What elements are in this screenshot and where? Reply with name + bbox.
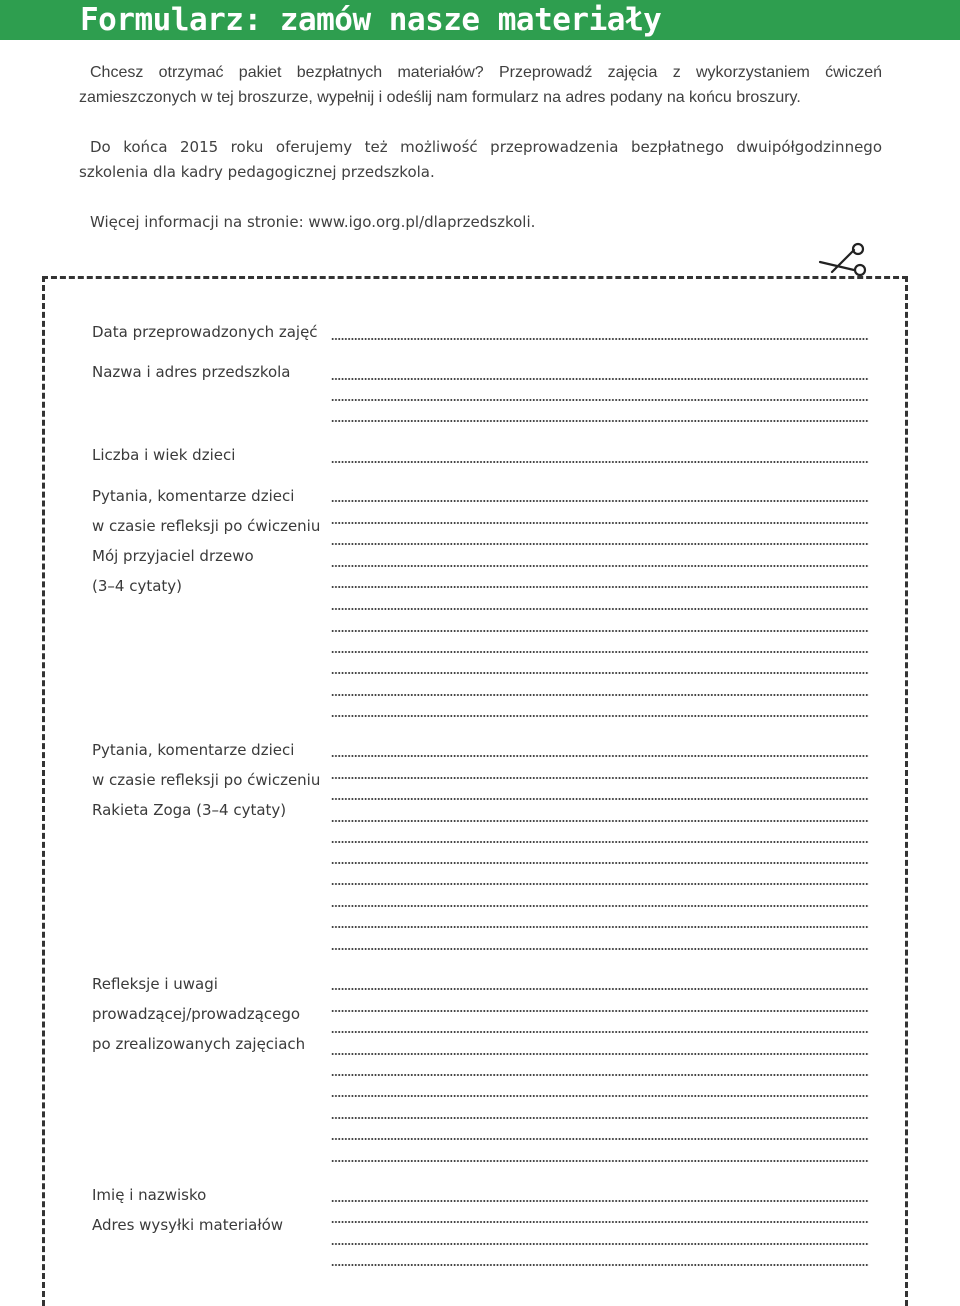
answer-line-teacher-reflections[interactable] — [331, 1160, 869, 1162]
field-label-quotes-rocket: Pytania, komentarze dzieci — [92, 741, 295, 759]
answer-line-quotes-tree[interactable] — [331, 543, 869, 545]
answer-line-children-count-age[interactable] — [331, 461, 869, 463]
answer-line-quotes-rocket[interactable] — [331, 883, 869, 885]
answer-line-quotes-rocket[interactable] — [331, 820, 869, 822]
answer-line-kindergarten-name-address[interactable] — [331, 378, 869, 380]
answer-line-quotes-rocket[interactable] — [331, 798, 869, 800]
answer-line-quotes-tree[interactable] — [331, 715, 869, 717]
answer-line-teacher-reflections[interactable] — [331, 988, 869, 990]
scissors-icon — [818, 240, 868, 280]
field-label-teacher-reflections: prowadzącej/prowadzącego — [92, 1005, 301, 1023]
intro-text-3: Więcej informacji na stronie: www.igo.org.pl/dlaprzedszkoli. — [90, 213, 536, 231]
answer-line-quotes-tree[interactable] — [331, 672, 869, 674]
page-title: Formularz: zamów nasze materiały — [80, 2, 662, 38]
field-label-name-address: Imię i nazwisko — [92, 1186, 207, 1204]
answer-line-name-address[interactable] — [331, 1264, 869, 1266]
answer-line-name-address[interactable] — [331, 1221, 869, 1223]
field-label-quotes-tree: Mój przyjaciel drzewo — [92, 547, 254, 565]
field-label-quotes-rocket: w czasie refleksji po ćwiczeniu — [92, 771, 321, 789]
answer-line-quotes-tree[interactable] — [331, 565, 869, 567]
field-label-quotes-rocket: Rakieta Zoga (3–4 cytaty) — [92, 801, 287, 819]
field-label-children-count-age: Liczba i wiek dzieci — [92, 446, 236, 464]
answer-line-teacher-reflections[interactable] — [331, 1095, 869, 1097]
answer-line-quotes-rocket[interactable] — [331, 948, 869, 950]
answer-line-quotes-rocket[interactable] — [331, 926, 869, 928]
answer-line-date[interactable] — [331, 338, 869, 340]
field-label-quotes-tree: w czasie refleksji po ćwiczeniu — [92, 517, 321, 535]
answer-line-quotes-tree[interactable] — [331, 586, 869, 588]
intro-paragraph-training — [79, 135, 882, 185]
answer-line-quotes-rocket[interactable] — [331, 862, 869, 864]
field-label-teacher-reflections: Refleksje i uwagi — [92, 975, 218, 993]
answer-line-quotes-rocket[interactable] — [331, 755, 869, 757]
answer-line-teacher-reflections[interactable] — [331, 1117, 869, 1119]
intro-text-2: Do końca 2015 roku oferujemy też możliwość przeprowadzenia bezpłatnego dwuipółgodzinnego szkolenia dla kadry pedagogicznej przedszkola. — [79, 138, 882, 181]
answer-line-name-address[interactable] — [331, 1243, 869, 1245]
answer-line-teacher-reflections[interactable] — [331, 1138, 869, 1140]
answer-line-quotes-tree[interactable] — [331, 630, 869, 632]
answer-line-quotes-tree[interactable] — [331, 694, 869, 696]
answer-line-name-address[interactable] — [331, 1200, 869, 1202]
answer-line-quotes-rocket[interactable] — [331, 777, 869, 779]
answer-line-teacher-reflections[interactable] — [331, 1074, 869, 1076]
field-label-date: Data przeprowadzonych zajęć — [92, 323, 318, 341]
answer-line-quotes-tree[interactable] — [331, 608, 869, 610]
intro-paragraph-info — [79, 210, 882, 235]
answer-line-teacher-reflections[interactable] — [331, 1031, 869, 1033]
field-label-kindergarten-name-address: Nazwa i adres przedszkola — [92, 363, 291, 381]
answer-line-kindergarten-name-address[interactable] — [331, 420, 869, 422]
answer-line-quotes-tree[interactable] — [331, 522, 869, 524]
answer-line-kindergarten-name-address[interactable] — [331, 399, 869, 401]
field-label-quotes-tree: (3–4 cytaty) — [92, 577, 183, 595]
answer-line-quotes-tree[interactable] — [331, 651, 869, 653]
answer-line-quotes-rocket[interactable] — [331, 841, 869, 843]
intro-text-1: Chcesz otrzymać pakiet bezpłatnych materiałów? Przeprowadź zajęcia z wykorzystaniem ćwiczeń zamieszczonych w tej broszurze, wypełnij i odeślij nam formularz na adres podany na końcu broszury. — [79, 64, 882, 106]
field-label-name-address: Adres wysyłki materiałów — [92, 1216, 284, 1234]
intro-paragraph-materials — [79, 60, 882, 110]
answer-line-quotes-rocket[interactable] — [331, 905, 869, 907]
answer-line-teacher-reflections[interactable] — [331, 1053, 869, 1055]
answer-line-teacher-reflections[interactable] — [331, 1010, 869, 1012]
field-label-teacher-reflections: po zrealizowanych zajęciach — [92, 1035, 306, 1053]
field-label-quotes-tree: Pytania, komentarze dzieci — [92, 487, 295, 505]
answer-line-quotes-tree[interactable] — [331, 500, 869, 502]
